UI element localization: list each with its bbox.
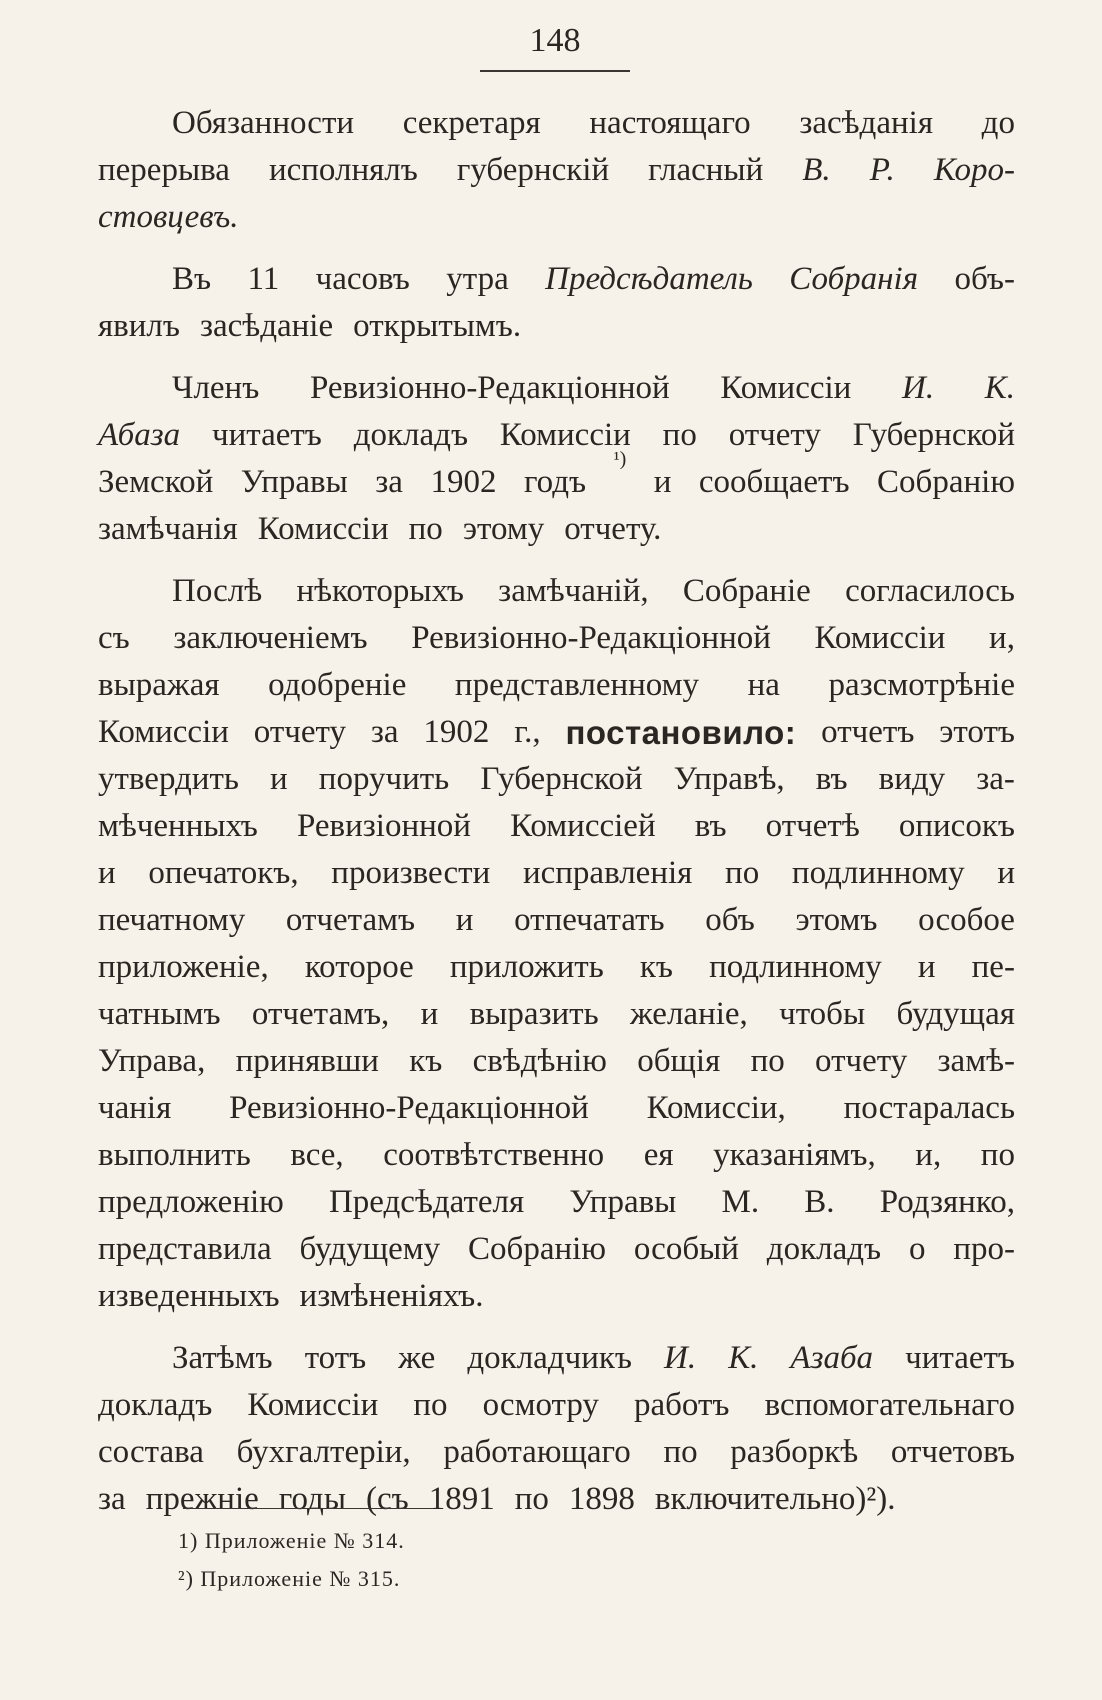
text-line xyxy=(98,1038,1015,1085)
word: отчету xyxy=(815,1043,908,1079)
body-text xyxy=(98,100,1015,1523)
word: за xyxy=(375,464,403,500)
word: явилъ xyxy=(98,308,180,344)
word: тотъ xyxy=(304,1340,367,1376)
word: Родзянко, xyxy=(879,1184,1015,1220)
word: В. xyxy=(802,152,831,188)
word: Обязанности xyxy=(172,105,355,141)
word: и, xyxy=(915,1137,942,1173)
word: на xyxy=(747,667,780,703)
word: засѣданія xyxy=(799,105,934,141)
word: годъ xyxy=(523,464,587,500)
word: Комиссіи, xyxy=(646,1090,786,1126)
word: чтобы xyxy=(779,996,866,1032)
word: изведенныхъ xyxy=(98,1278,280,1314)
word: читаетъ xyxy=(212,417,322,453)
text-line xyxy=(98,1226,1015,1273)
word: Губернской xyxy=(852,417,1015,453)
word: стовцевъ. xyxy=(98,199,239,235)
word: общія xyxy=(637,1043,721,1079)
word: за xyxy=(370,714,399,750)
word: будущая xyxy=(896,996,1015,1032)
word: Предсѣдатель xyxy=(545,261,753,297)
word: И. xyxy=(664,1340,697,1376)
word: Комиссіи xyxy=(247,1387,379,1423)
word: подлинному xyxy=(709,949,882,985)
text-line xyxy=(98,709,1015,756)
word: и xyxy=(420,996,439,1032)
word: пе- xyxy=(971,949,1015,985)
text-line xyxy=(98,944,1015,991)
footnote-rule xyxy=(183,1508,433,1509)
word: прежніе xyxy=(145,1481,259,1517)
word: одобреніе xyxy=(268,667,407,703)
text-line xyxy=(98,1382,1015,1429)
page-number-rule xyxy=(480,70,630,72)
text-line xyxy=(98,897,1015,944)
word: и xyxy=(997,855,1015,891)
word: особое xyxy=(918,902,1015,938)
page-number: 148 xyxy=(529,22,581,59)
text-line xyxy=(98,756,1015,803)
word: и xyxy=(270,761,288,797)
text-line xyxy=(98,615,1015,662)
word: докладъ xyxy=(353,417,469,453)
word: разборкѣ xyxy=(730,1434,859,1470)
word: произвести xyxy=(331,855,491,891)
word: замѣ- xyxy=(937,1043,1015,1079)
word: замѣчаній, xyxy=(498,573,649,609)
word: Комиссіи xyxy=(720,370,852,406)
word: замѣчанія xyxy=(98,511,238,547)
word: постановило: xyxy=(565,714,797,751)
word: все, xyxy=(290,1137,344,1173)
word: осмотру xyxy=(482,1387,599,1423)
word: отпечатать xyxy=(514,902,665,938)
word: выполнить xyxy=(98,1137,251,1173)
word: Комиссіи xyxy=(499,417,631,453)
word: по xyxy=(750,1043,785,1079)
word: объ xyxy=(705,902,755,938)
word: выражая xyxy=(98,667,220,703)
word: губернскій xyxy=(456,152,610,188)
word: перерыва xyxy=(98,152,230,188)
word: чатнымъ xyxy=(98,996,221,1032)
text-line xyxy=(98,1476,1015,1523)
word: за xyxy=(98,1481,126,1517)
text-line xyxy=(98,1429,1015,1476)
word: которое xyxy=(304,949,414,985)
word: включительно)²). xyxy=(654,1481,896,1517)
word: къ xyxy=(409,1043,443,1079)
word: 11 xyxy=(247,261,280,297)
word: представила xyxy=(98,1231,272,1267)
word: часовъ xyxy=(315,261,410,297)
word: по xyxy=(980,1137,1015,1173)
word: Собранія xyxy=(789,261,919,297)
word: отчету xyxy=(728,417,821,453)
word: разсмотрѣніе xyxy=(828,667,1015,703)
word: по xyxy=(725,855,760,891)
word: Предсѣдателя xyxy=(328,1184,525,1220)
word: работъ xyxy=(634,1387,730,1423)
word: въ xyxy=(694,808,727,844)
word: отчетамъ xyxy=(285,902,416,938)
word: о xyxy=(908,1231,926,1267)
word: въ xyxy=(815,761,848,797)
word: отчетамъ, xyxy=(251,996,390,1032)
word: В. xyxy=(804,1184,835,1220)
word: исполнялъ xyxy=(268,152,418,188)
word: же xyxy=(398,1340,436,1376)
word: этому xyxy=(462,511,545,547)
word: г., xyxy=(514,714,541,750)
word: измѣненіяхъ. xyxy=(299,1278,484,1314)
word: сообщаетъ xyxy=(698,464,850,500)
word: Ревизіонно-Редакціонной xyxy=(309,370,670,406)
word: описокъ xyxy=(898,808,1015,844)
word: объ- xyxy=(954,261,1015,297)
word: Управа, xyxy=(98,1043,206,1079)
word: Азаба xyxy=(790,1340,874,1376)
text-line xyxy=(98,1085,1015,1132)
word: настоящаго xyxy=(589,105,751,141)
word: Членъ xyxy=(172,370,260,406)
footnote-1: 1) Приложеніе № 314. xyxy=(178,1528,405,1553)
word: и xyxy=(98,855,116,891)
word: свѣдѣнію xyxy=(472,1043,607,1079)
word: выразить xyxy=(469,996,599,1032)
word: докладъ xyxy=(98,1387,213,1423)
word: Управы xyxy=(569,1184,677,1220)
word: по xyxy=(413,1387,448,1423)
word: принявши xyxy=(235,1043,379,1079)
word: Ревизіонно-Редакціонной xyxy=(411,620,771,656)
word: по xyxy=(663,1434,698,1470)
word: и, xyxy=(989,620,1015,656)
word: Комиссіей xyxy=(510,808,656,844)
word: докладчикъ xyxy=(467,1340,632,1376)
word: Управы xyxy=(240,464,348,500)
word: гласный xyxy=(648,152,764,188)
word: К. xyxy=(728,1340,759,1376)
word: опечатокъ, xyxy=(148,855,299,891)
word: бухгалтеріи, xyxy=(236,1434,411,1470)
text-line xyxy=(98,448,1015,506)
word: отчетъ xyxy=(821,714,915,750)
text-line xyxy=(98,256,1015,303)
word: печатному xyxy=(98,902,246,938)
word: съ xyxy=(98,620,130,656)
word: Ревизіонно-Редакціонной xyxy=(229,1090,589,1126)
word: и xyxy=(455,902,474,938)
word: ¹) xyxy=(613,448,627,470)
word: мѣченныхъ xyxy=(98,808,258,844)
word: указаніямъ, xyxy=(713,1137,876,1173)
word: виду xyxy=(878,761,946,797)
word: годы xyxy=(278,1481,347,1517)
word: нѣкоторыхъ xyxy=(296,573,464,609)
text-line xyxy=(98,365,1015,412)
word: Ревизіонной xyxy=(296,808,471,844)
word: по xyxy=(662,417,697,453)
word: докладъ xyxy=(766,1231,882,1267)
text-line xyxy=(98,568,1015,615)
word: 1902 xyxy=(423,714,490,750)
word: открытымъ. xyxy=(353,308,522,344)
text-line xyxy=(98,662,1015,709)
text-line xyxy=(98,303,1015,350)
word: исправленія xyxy=(522,855,693,891)
word: соотвѣтственно xyxy=(383,1137,605,1173)
word: 1891 xyxy=(428,1481,495,1517)
word: особый xyxy=(633,1231,739,1267)
word: читаетъ xyxy=(905,1340,1015,1376)
word: постаралась xyxy=(843,1090,1015,1126)
word: утра xyxy=(446,261,509,297)
word: къ xyxy=(639,949,673,985)
text-line xyxy=(98,100,1015,147)
word: Въ xyxy=(172,261,212,297)
word: Комиссіи xyxy=(98,714,229,750)
word: приложеніе, xyxy=(98,949,269,985)
word: Абаза xyxy=(98,417,181,453)
word: Послѣ xyxy=(172,573,263,609)
text-line xyxy=(98,803,1015,850)
word: состава xyxy=(98,1434,204,1470)
text-line xyxy=(98,1179,1015,1226)
word: засѣданіе xyxy=(199,308,334,344)
word: Собранію xyxy=(877,464,1015,500)
word: и xyxy=(653,464,672,500)
word: приложить xyxy=(449,949,604,985)
word: до xyxy=(981,105,1015,141)
word: поручить xyxy=(318,761,450,797)
word: секретаря xyxy=(402,105,541,141)
word: отчету xyxy=(253,714,346,750)
word: Комиссіи xyxy=(257,511,389,547)
text-line xyxy=(98,506,1015,553)
word: Р. xyxy=(869,152,895,188)
word: Управѣ, xyxy=(673,761,785,797)
word: представленному xyxy=(454,667,700,703)
word: Комиссіи xyxy=(814,620,946,656)
word: отчетовъ xyxy=(890,1434,1015,1470)
word: (съ xyxy=(366,1481,409,1517)
word: Коро- xyxy=(933,152,1015,188)
text-line xyxy=(98,850,1015,897)
word: И. xyxy=(902,370,935,406)
word: К. xyxy=(984,370,1015,406)
word: отчетѣ xyxy=(765,808,860,844)
word: по xyxy=(408,511,443,547)
word: про- xyxy=(953,1231,1015,1267)
text-line xyxy=(98,1335,1015,1382)
text-line xyxy=(98,412,1015,459)
word: работающаго xyxy=(443,1434,631,1470)
text-line xyxy=(98,194,1015,241)
word: ея xyxy=(643,1137,674,1173)
word: Собраніе xyxy=(682,573,811,609)
word: отчету. xyxy=(564,511,662,547)
text-line xyxy=(98,991,1015,1038)
text-line xyxy=(98,147,1015,194)
word: и xyxy=(917,949,936,985)
word: этомъ xyxy=(795,902,878,938)
word: Губернской xyxy=(480,761,643,797)
word: по xyxy=(514,1481,549,1517)
word: подлинному xyxy=(791,855,965,891)
text-line xyxy=(98,1273,1015,1320)
word: Земской xyxy=(98,464,214,500)
word: согласилось xyxy=(845,573,1015,609)
word: М. xyxy=(721,1184,760,1220)
word: Затѣмъ xyxy=(172,1340,273,1376)
word: утвердить xyxy=(98,761,239,797)
word: желаніе, xyxy=(629,996,748,1032)
word: заключеніемъ xyxy=(173,620,368,656)
footnotes xyxy=(178,1522,405,1598)
word: предложенію xyxy=(98,1184,284,1220)
word: этотъ xyxy=(939,714,1015,750)
word: Собранію xyxy=(468,1231,606,1267)
word: чанія xyxy=(98,1090,172,1126)
word: 1898 xyxy=(568,1481,635,1517)
word: 1902 xyxy=(430,464,497,500)
word: будущему xyxy=(299,1231,441,1267)
word: вспомогательнаго xyxy=(764,1387,1015,1423)
word: за- xyxy=(976,761,1015,797)
text-line xyxy=(98,1132,1015,1179)
footnote-2: ²) Приложеніе № 315. xyxy=(178,1566,401,1591)
